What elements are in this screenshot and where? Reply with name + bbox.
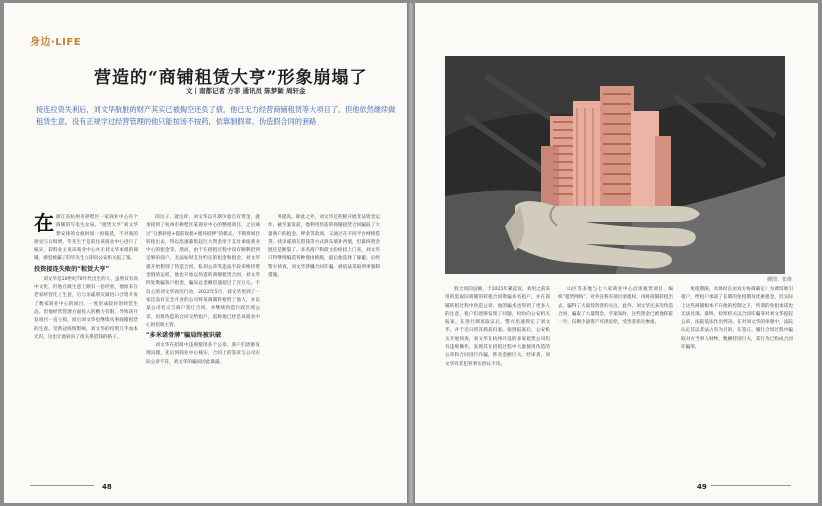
subhead-1: 投资接连失败的“租赁大亨” xyxy=(34,265,110,273)
left-column-1 xyxy=(34,211,138,342)
illustration-hand-holding-buildings xyxy=(445,56,785,274)
section-label: 身边·LIFE xyxy=(30,37,82,48)
page-number: 48 xyxy=(102,483,112,491)
footer-rule xyxy=(711,485,791,486)
body-paragraph: 的这子。就这样，刘文华以升期少量自有资金，就承接到了杭州市拱墅区某商业中心的整租项目，之后通过“分割转租+提前收租+循环抵押”的模式，不断将项目转租出去，得以迅速募集起巨大资金用于支付承租商业中心的租金等。然而，由于在招租过程中没有顺利招到足够的商户，无法如时支付约定的租金和租金，刘文华就开始想到了伪造合同、私刻公章等违法手段来维持资金链的运转，他也开始以伪造的商铺租赁合同，刘文华四处欺骗客户租金，骗局总金额迅速超过了百万元。不仅心的刘文华再次行动，2022年5月，刘文华用到了一家还没有完全开业的公司将某商铺转租给了他人，并以某公司名义与商户签订合同，并继续伪造行政区域公章，再将伪造的合同交给租户，谎称他已经是该商业中心的招商主管。 xyxy=(146,215,260,328)
right-column-1 xyxy=(445,286,550,369)
drop-cap: 在 xyxy=(34,211,54,235)
left-column-3 xyxy=(268,214,380,280)
byline: 文丨南都记者 方菲 通讯员 陈梦颖 周轩金 xyxy=(186,87,306,95)
intro-paragraph: 浙江省杭州市拱墅区一家商业中心有个商铺的写电生女局，“租赁大亨”刘文华想安排的女痕时间一再拖延，不对商的感受与日俱增，毕先生于是前往该商业中心进行了核实，彩料业主说该商业中心并无刘文华本租的商铺，感觉被骗了的毕先生立即向公安机关报了案。 xyxy=(34,215,138,262)
right-page xyxy=(415,3,818,503)
body-paragraph: 股合同的总额，于2025年累起诉，刘用之前采用的套取旧商铺的转租合同欺骗多名租户，并在商铺转租过程中伪造公章，他的骗术也得到了更多人的注意，租户们逐渐发现了问题，纷纷向公安机关报案。在进行调查取证后，警方迅速锁定了刘文华，并于近日将其抓获归案。接到报案后，公安机关开展侦查，刘文华在杭州开设的多家租赁公司均有违规操作，发现其在招租过程中大量使用伪造的公章和合同进行诈骗，涉及金额巨大，经审查，刘文华对其犯罪事实供认不讳。 xyxy=(445,287,550,367)
subhead-2: “多米诺骨牌”骗局终被识破 xyxy=(146,332,222,340)
spine-gutter xyxy=(407,3,415,503)
right-column-2 xyxy=(558,286,673,327)
body-paragraph: 刘文华在招商中违规使用多个公章，商户们逐渐发现问题，先后到商业中心核实，合同上的签章与公司实际公章不符，刘文华的骗局因此暴露。 xyxy=(146,343,260,365)
left-page xyxy=(4,3,407,503)
body-paragraph: 务提高。除此之外，刘文华还积极开展非法资金运作，截至案发前，他利用伪造的商铺租赁合同骗取了大量商户的租金、押金等款项，又通过在不同平台网络借贷、找亲戚朋友借钱等方式拆东墙补西墙，但最终资金链还是断裂了。多名商户和债主纷纷找上门来，刘文华只得继续编造各种理由推脱，最后他选择了躲避。后经警方侦查，刘文华涉嫌合同诈骗，被依法采取刑事强制措施。 xyxy=(268,215,380,279)
body-paragraph: 山区等多地与七八家商业中心洽谈租赁项目，编织“租赁网络”，对外宣称有项目承租权，再将商铺转租出去，骗得了大量投资者的关注。此外，刘文华还多次伪造合同，骗取了大量资金，至案发时，这些资金已被他挥霍一空，仅剩少量资产可供追偿，受害者损失惨重。 xyxy=(558,287,673,326)
article-title: 营造的“商铺租赁大亨”形象崩塌了 xyxy=(94,68,368,88)
right-column-3 xyxy=(681,286,793,352)
page-number: 49 xyxy=(697,483,707,491)
illustration-caption: 插图：张维 xyxy=(767,277,793,283)
footer-rule xyxy=(30,485,94,486)
lead-paragraph: 接连拉资失利后，刘文华肮脏的财产其实已被掏空还负了债，他已无力经营商铺租赁等大项目了。但他依然继续做租赁生意，没有正规学过经营管理的他只能按汤不按药，依靠制假章、伪造假合同的套路 xyxy=(36,105,396,126)
body-paragraph: 免租期限，具体时长由双方协商确定）为诱饵吸引租户，给租户承诺了长期的免租期及优惠租金，但实际上这些商铺根本不在他的控制之下，所谓的免租承诺也无法兑现。最终，检察机关以合同诈骗罪对刘文华提起公诉，法院依法作出判决。在对刘文华的审理中，法院认定其以非法占有为目的，在签订、履行合同过程中骗取对方当事人财物，数额特别巨大，其行为已构成合同诈骗罪。 xyxy=(681,287,793,351)
left-column-2 xyxy=(146,214,260,367)
body-paragraph: 刘文华是20世纪70年代出生的人，虽然仅有高中文化，但他在做生意上颇有一套经验，他原来在老家经营化工生意，后与亲戚朋友做进口合资开发了数家商业中心的项目，一度形成较好的经营生态，但他经营管理方面投入的精力有限，导致该开发项目一直亏损，而后刘文华也继续从事商铺租赁的生意。受新冠疫情影响，刘文华的投资几乎血本无归，这也让他转向了找关系借钱的路子。 xyxy=(34,276,138,340)
